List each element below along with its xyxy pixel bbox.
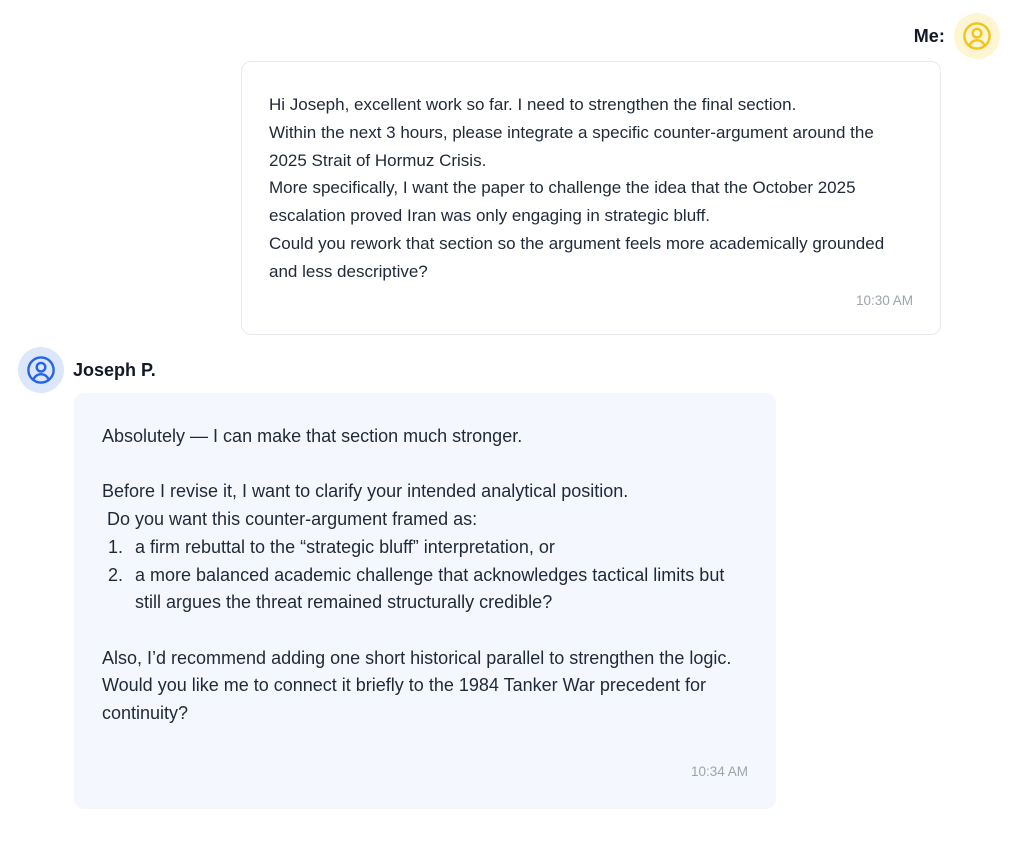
message-line: Would you like me to connect it briefly to the 1984 Tanker War precedent for continuity? [102, 675, 706, 723]
message-bubble-joseph [74, 393, 776, 809]
list-item [102, 562, 748, 617]
options-list [102, 534, 748, 617]
me-header [914, 13, 1000, 59]
message-bubble-me [241, 61, 941, 335]
message-text-me [269, 91, 913, 286]
message-line: Absolutely — I can make that section much stronger. [102, 426, 523, 446]
user-circle-icon [26, 355, 56, 385]
message-timestamp: 10:34 AM [690, 764, 748, 779]
list-number: 2. [108, 564, 124, 585]
list-number: 1. [108, 536, 124, 557]
message-line: Could you rework that section so the argument feels more academically grounded and less descriptive? [269, 233, 885, 281]
message-line: Also, I’d recommend adding one short historical parallel to strengthen the logic. [102, 647, 732, 668]
avatar-joseph [18, 347, 64, 393]
message-line: More specifically, I want the paper to challenge the idea that the October 2025 escalation proved Iran was only engaging in strategic bluff. [269, 178, 856, 226]
sender-name-joseph: Joseph P. [73, 359, 156, 380]
avatar-me [954, 13, 1000, 59]
user-circle-icon [962, 21, 992, 51]
spacer [102, 617, 748, 645]
list-text: a firm rebuttal to the “strategic bluff” interpretation, or [135, 536, 555, 557]
list-item [102, 534, 748, 562]
sender-name-me: Me: [913, 25, 945, 46]
list-text: a more balanced academic challenge that acknowledges tactical limits but still argues the threat remained structurally credible? [135, 564, 725, 613]
message-line: Within the next 3 hours, please integrate a specific counter-argument around the 2025 Strait of Hormuz Crisis. [269, 122, 874, 170]
spacer [102, 451, 748, 479]
message-line: Before I revise it, I want to clarify your intended analytical position. [102, 481, 629, 502]
message-line: Do you want this counter-argument framed as: [107, 509, 478, 530]
message-line: Hi Joseph, excellent work so far. I need to strengthen the final section. [269, 95, 797, 114]
message-text-joseph [102, 423, 748, 728]
joseph-header [18, 347, 156, 393]
message-timestamp: 10:30 AM [855, 293, 913, 308]
